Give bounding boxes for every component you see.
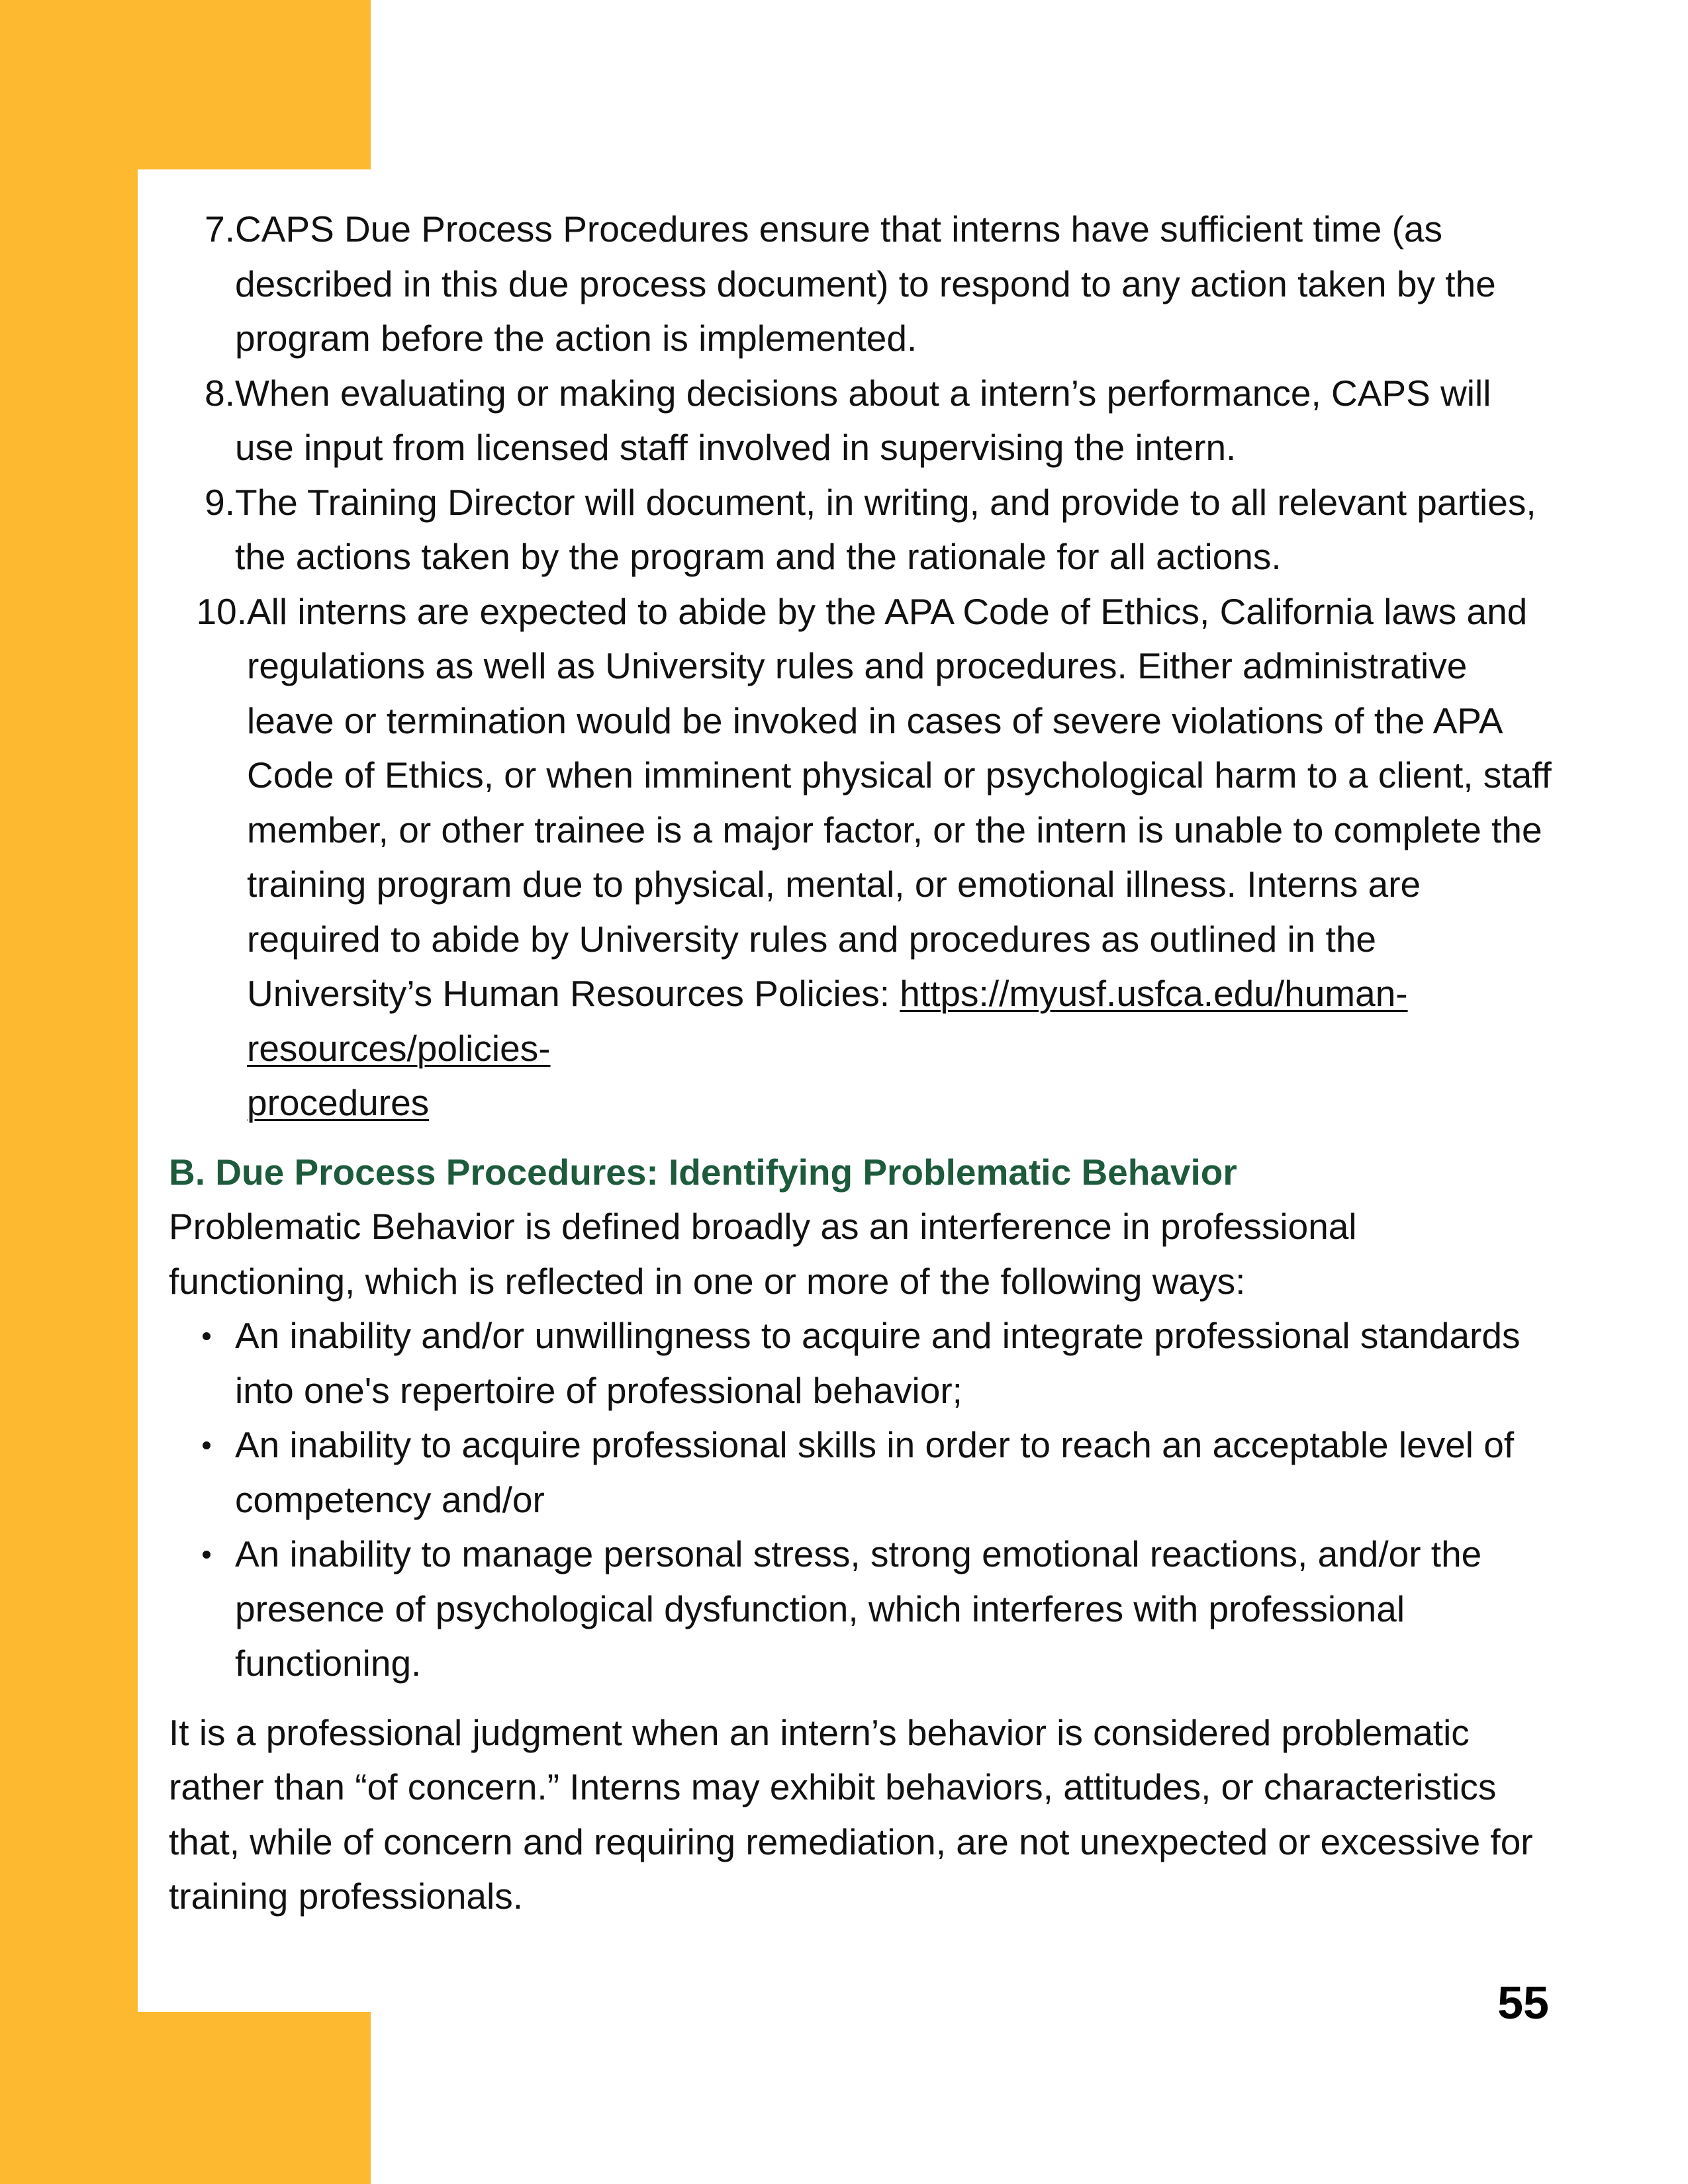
- list-item: [169, 475, 1552, 584]
- bullet-icon: [203, 1551, 211, 1559]
- accent-band-left: [0, 0, 138, 2184]
- list-item: [169, 202, 1552, 366]
- list-item-text: All interns are expected to abide by the APA Code of Ethics, California laws and regulations as well as University rules and procedures. Either administrative leave or termination would be invoked in cases of severe violations of the APA Code of Ethics, or when imminent physical or psychological harm to a client, staff member, or other trainee is a major factor, or the intern is unable to complete the training program due to physical, mental, or emotional illness. Interns are required to abide by University rules and procedures as outlined in the University’s Human Resources Policies:: [247, 590, 1552, 1014]
- list-item: [169, 584, 1552, 1130]
- list-item-number: 8.: [205, 372, 235, 414]
- bullet-text: An inability and/or unwillingness to acquire and integrate professional standards into one's repertoire of professional behavior;: [235, 1315, 1521, 1411]
- accent-band-top: [0, 0, 371, 169]
- section-intro: Problematic Behavior is defined broadly as an interference in professional functioning, which is reflected in one or more of the following ways:: [169, 1206, 1357, 1302]
- bullet-item: [169, 1308, 1552, 1418]
- list-item-number: 9.: [205, 481, 235, 523]
- closing-paragraph: It is a professional judgment when an intern’s behavior is considered problematic rather than “of concern.” Interns may exhibit behaviors, attitudes, or characteristics that, while of concern and requiring remediation, are not unexpected or excessive for training professionals.: [169, 1711, 1533, 1917]
- bullet-text: An inability to acquire professional skills in order to reach an acceptable level of competency and/or: [235, 1424, 1515, 1520]
- numbered-list: [169, 202, 1552, 1130]
- bullet-item: [169, 1527, 1552, 1691]
- list-item-number: 7.: [205, 208, 235, 250]
- bullet-text: An inability to manage personal stress, strong emotional reactions, and/or the presence of psychological dysfunction, which interferes with professional functioning.: [235, 1533, 1482, 1684]
- accent-band-bottom: [0, 2012, 371, 2184]
- list-item-text: The Training Director will document, in writing, and provide to all relevant parties, the actions taken by the program and the rationale for all actions.: [235, 481, 1536, 577]
- section-heading: B. Due Process Procedures: Identifying Problematic Behavior: [169, 1151, 1237, 1193]
- list-item-text: When evaluating or making decisions about a intern’s performance, CAPS will use input from licensed staff involved in supervising the intern.: [235, 372, 1491, 468]
- hr-policies-link-line1: https://myusf.usfca.edu/human-resources/policies-: [247, 973, 1408, 1069]
- list-item-text: CAPS Due Process Procedures ensure that interns have sufficient time (as described in this due process document) to respond to any action taken by the program before the action is implemented.: [235, 208, 1496, 359]
- list-item-number: 10.: [196, 590, 247, 632]
- list-item: [169, 366, 1552, 475]
- page-number: 55: [1497, 1977, 1549, 2028]
- bullet-item: [169, 1418, 1552, 1527]
- page-content: [169, 202, 1552, 1924]
- hr-policies-link-line2: procedures: [247, 1082, 430, 1123]
- bullet-icon: [203, 1441, 211, 1449]
- bullet-list: [169, 1308, 1552, 1691]
- bullet-icon: [203, 1332, 211, 1340]
